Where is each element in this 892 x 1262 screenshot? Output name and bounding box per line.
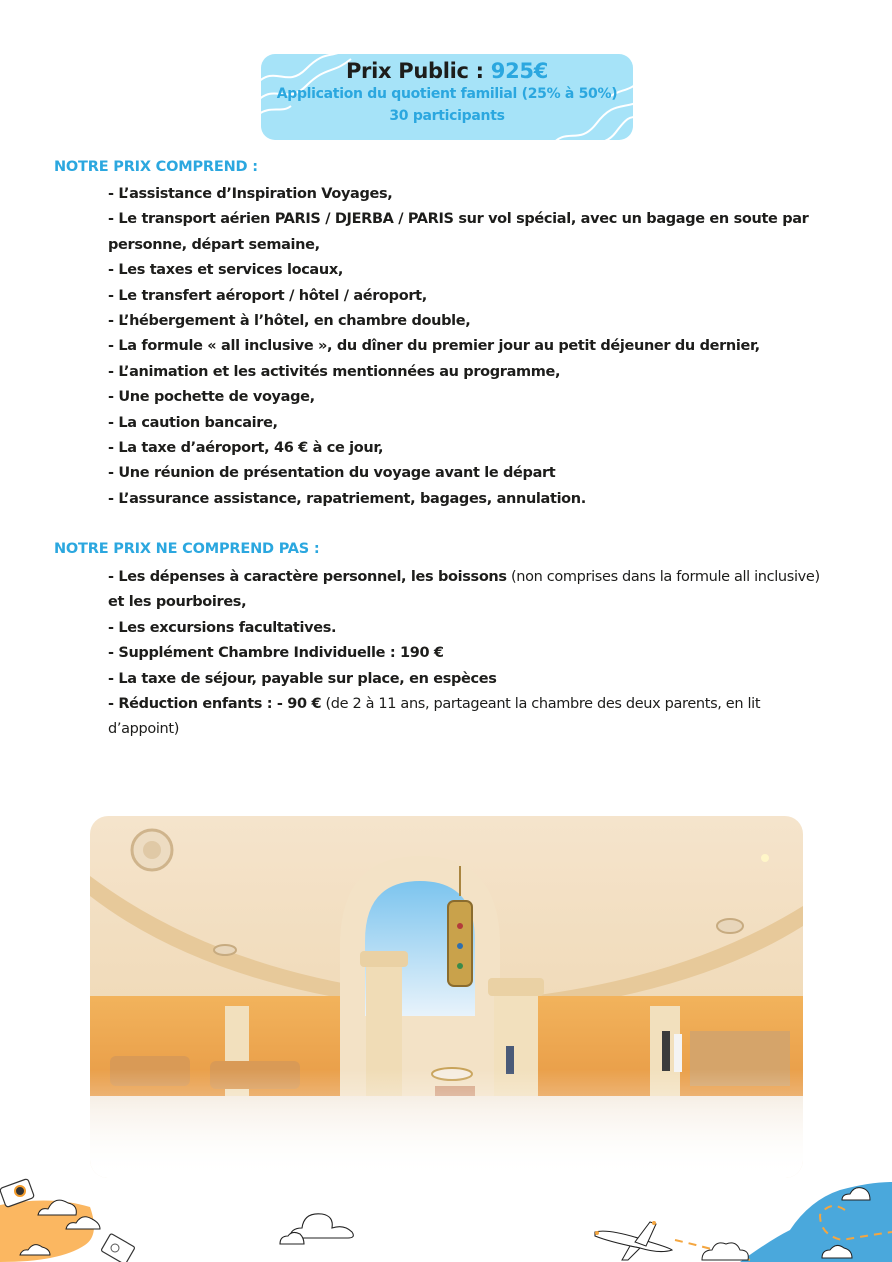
quotient-familial-note: Application du quotient familial (25% à 50%) bbox=[276, 86, 618, 102]
participants-count: 30 participants bbox=[389, 108, 505, 124]
list-item: - La taxe de séjour, payable sur place, en espèces bbox=[108, 670, 497, 687]
list-item: - L’animation et les activités mentionnées au programme, bbox=[108, 363, 561, 380]
list-item: - La taxe d’aéroport, 46 € à ce jour, bbox=[108, 440, 384, 457]
list-item: - Les excursions facultatives. bbox=[108, 619, 337, 636]
hotel-lobby-photo bbox=[90, 816, 803, 1178]
list-item: - L’hébergement à l’hôtel, en chambre double, bbox=[108, 313, 471, 330]
price-label: Prix Public : bbox=[345, 59, 484, 83]
list-item: - L’assurance assistance, rapatriement, bagages, annulation. bbox=[108, 490, 586, 507]
price-title bbox=[261, 59, 633, 83]
price-box bbox=[261, 54, 633, 140]
excludes-list bbox=[108, 565, 828, 743]
plane-clouds-decoration bbox=[580, 1170, 892, 1262]
list-item-bold: et les pourboires, bbox=[108, 594, 247, 611]
list-item: - L’assistance d’Inspiration Voyages, bbox=[108, 186, 393, 202]
camera-icon bbox=[101, 1233, 135, 1262]
list-item-note: (non comprises dans la formule all inclusive) bbox=[506, 569, 820, 585]
list-item: - La formule « all inclusive », du dîner du premier jour au petit déjeuner du dernier, bbox=[108, 338, 760, 355]
list-item: - Supplément Chambre Individuelle : 190 € bbox=[108, 645, 444, 662]
list-item: - Une pochette de voyage, bbox=[108, 389, 315, 406]
list-item-bold: - Les dépenses à caractère personnel, les boissons bbox=[108, 569, 507, 585]
list-item: - La caution bancaire, bbox=[108, 414, 278, 431]
excludes-heading: NOTRE PRIX NE COMPREND PAS : bbox=[54, 541, 320, 557]
list-item: - Le transfert aéroport / hôtel / aéroport, bbox=[108, 287, 427, 304]
cloud-icon bbox=[280, 1214, 353, 1244]
price-value: 925€ bbox=[490, 59, 549, 83]
list-item: - Le transport aérien PARIS / DJERBA / PARIS sur vol spécial, avec un bagage en soute par personne, départ semaine, bbox=[108, 211, 809, 253]
list-item bbox=[108, 565, 828, 616]
list-item bbox=[108, 692, 828, 743]
orange-blob-clouds-decoration bbox=[0, 1165, 150, 1262]
list-item: - Une réunion de présentation du voyage avant le départ bbox=[108, 465, 556, 482]
includes-list bbox=[108, 182, 828, 512]
includes-heading: NOTRE PRIX COMPREND : bbox=[54, 159, 258, 175]
airplane-icon bbox=[595, 1221, 672, 1260]
list-item: - Les taxes et services locaux, bbox=[108, 262, 344, 279]
list-item-note: (de 2 à 11 ans, partageant la chambre des deux parents, en lit d’appoint) bbox=[108, 696, 761, 738]
cloud-decoration bbox=[278, 1200, 360, 1245]
list-item-bold: - Réduction enfants : - 90 € bbox=[108, 696, 322, 713]
